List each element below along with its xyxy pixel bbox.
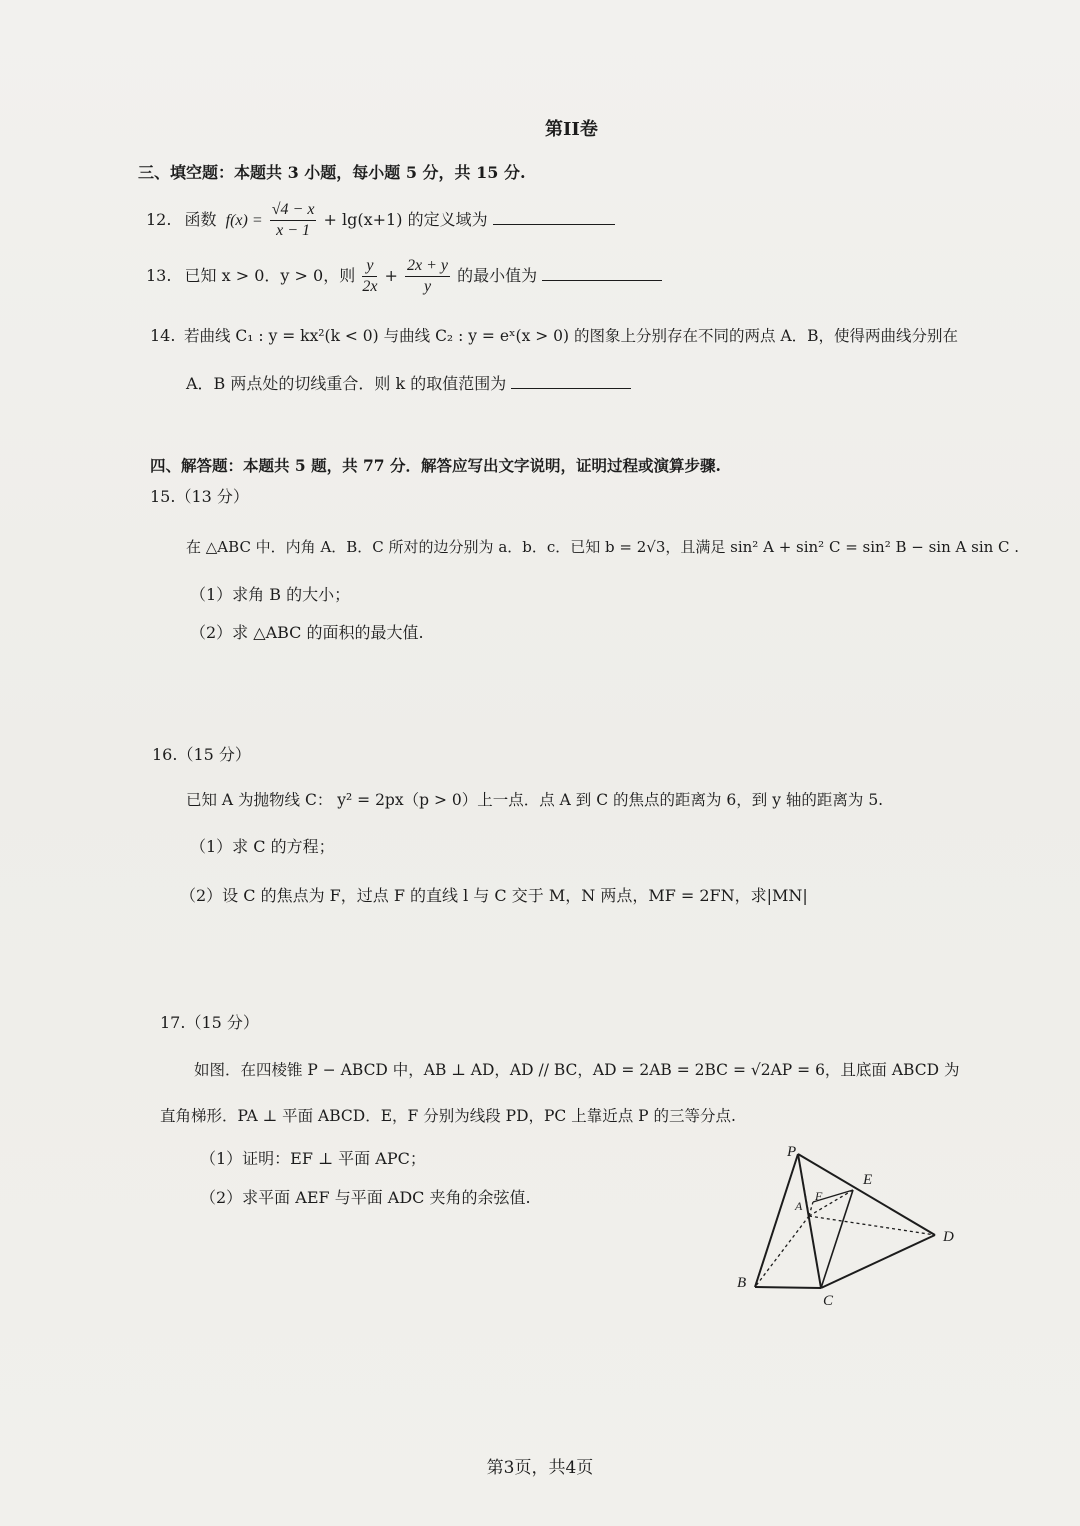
q13-plus: + xyxy=(384,266,398,285)
q13-frac2-den: y xyxy=(423,278,432,295)
q12-answer-blank[interactable] xyxy=(493,210,615,225)
edge-CD xyxy=(821,1235,935,1288)
edge-EC xyxy=(821,1190,853,1288)
q14-line1: 若曲线 C₁ : y = kx²(k < 0) 与曲线 C₂ : y = eˣ(x > 0) 的图象上分别存在不同的两点 A．B，使得两曲线分别在 xyxy=(184,327,959,345)
label-E: E xyxy=(863,1172,873,1188)
dashed-AB xyxy=(755,1216,809,1287)
q15-number: 15.（13 分） xyxy=(150,487,249,506)
dashed-AF xyxy=(809,1202,813,1216)
q13-number: 13. xyxy=(146,266,172,285)
label-A: A xyxy=(795,1199,803,1213)
section3-heading: 三、填空题：本题共 3 小题，每小题 5 分，共 15 分. xyxy=(138,163,526,182)
question-12 xyxy=(146,200,615,246)
q13-fraction-2 xyxy=(405,256,450,297)
q13-fraction-1 xyxy=(362,256,377,297)
page-footer: 第3页，共4页 xyxy=(486,1458,594,1478)
q12-fx: f(x) = xyxy=(225,212,263,229)
q17-line2: 直角梯形．PA ⊥ 平面 ABCD．E，F 分别为线段 PD，PC 上靠近点 P 的三等分点. xyxy=(160,1107,736,1125)
q12-prefix: 函数 xyxy=(184,210,217,229)
q14-number: 14. xyxy=(150,326,176,345)
q12-number: 12. xyxy=(146,210,172,229)
label-D: D xyxy=(943,1229,954,1245)
q14-answer-blank[interactable] xyxy=(511,374,631,389)
q16-number: 16.（15 分） xyxy=(152,745,251,764)
q16-part1: （1）求 C 的方程； xyxy=(190,837,335,856)
pyramid-figure xyxy=(725,1140,975,1315)
q13-suffix: 的最小值为 xyxy=(457,266,538,285)
label-F: F xyxy=(815,1189,823,1203)
q13-frac1-den: 2x xyxy=(362,278,378,295)
dashed-AD xyxy=(809,1216,935,1235)
label-C: C xyxy=(823,1293,834,1309)
q12-frac-num: √4 − x xyxy=(270,200,317,221)
q14-line2: A．B 两点处的切线重合．则 k 的取值范围为 xyxy=(186,374,507,393)
q15-part2: （2）求 △ABC 的面积的最大值. xyxy=(190,623,424,642)
q17-part2: （2）求平面 AEF 与平面 ADC 夹角的余弦值. xyxy=(200,1188,531,1207)
question-13 xyxy=(146,256,662,302)
q17-part1: （1）证明：EF ⊥ 平面 APC； xyxy=(200,1149,426,1168)
q13-answer-blank[interactable] xyxy=(542,266,662,281)
edge-PB xyxy=(755,1154,798,1287)
label-B: B xyxy=(737,1275,747,1291)
q15-part1: （1）求角 B 的大小； xyxy=(190,585,351,604)
q17-line1: 如图．在四棱锥 P − ABCD 中，AB ⊥ AD，AD // BC，AD = 2AB = 2BC = √2AP = 6，且底面 ABCD 为 xyxy=(194,1061,960,1079)
q13-frac1-num: y xyxy=(362,256,377,277)
question-14-line2 xyxy=(186,374,631,394)
page-title: 第II卷 xyxy=(545,119,598,140)
q16-part2: （2）设 C 的焦点为 F，过点 F 的直线 l 与 C 交于 M，N 两点，MF = 2FN，求|MN| xyxy=(180,886,808,905)
q17-number: 17.（15 分） xyxy=(160,1013,259,1032)
q13-prefix: 已知 x > 0．y > 0，则 xyxy=(184,266,356,285)
q12-suffix: + lg(x+1) 的定义域为 xyxy=(323,210,488,229)
q16-stem: 已知 A 为抛物线 C： y² = 2px（p > 0）上一点．点 A 到 C 的焦点的距离为 6，到 y 轴的距离为 5. xyxy=(186,791,884,809)
edge-BC xyxy=(755,1287,821,1288)
label-P: P xyxy=(787,1144,797,1160)
q13-frac2-num: 2x + y xyxy=(405,256,450,277)
section4-heading: 四、解答题：本题共 5 题，共 77 分．解答应写出文字说明，证明过程或演算步骤. xyxy=(150,456,721,475)
q12-fraction xyxy=(270,200,317,241)
q15-stem: 在 △ABC 中．内角 A．B．C 所对的边分别为 a．b．c．已知 b = 2√3，且满足 sin² A + sin² C = sin² B − sin A sin C . xyxy=(186,538,1020,556)
q12-frac-den: x − 1 xyxy=(276,222,311,239)
